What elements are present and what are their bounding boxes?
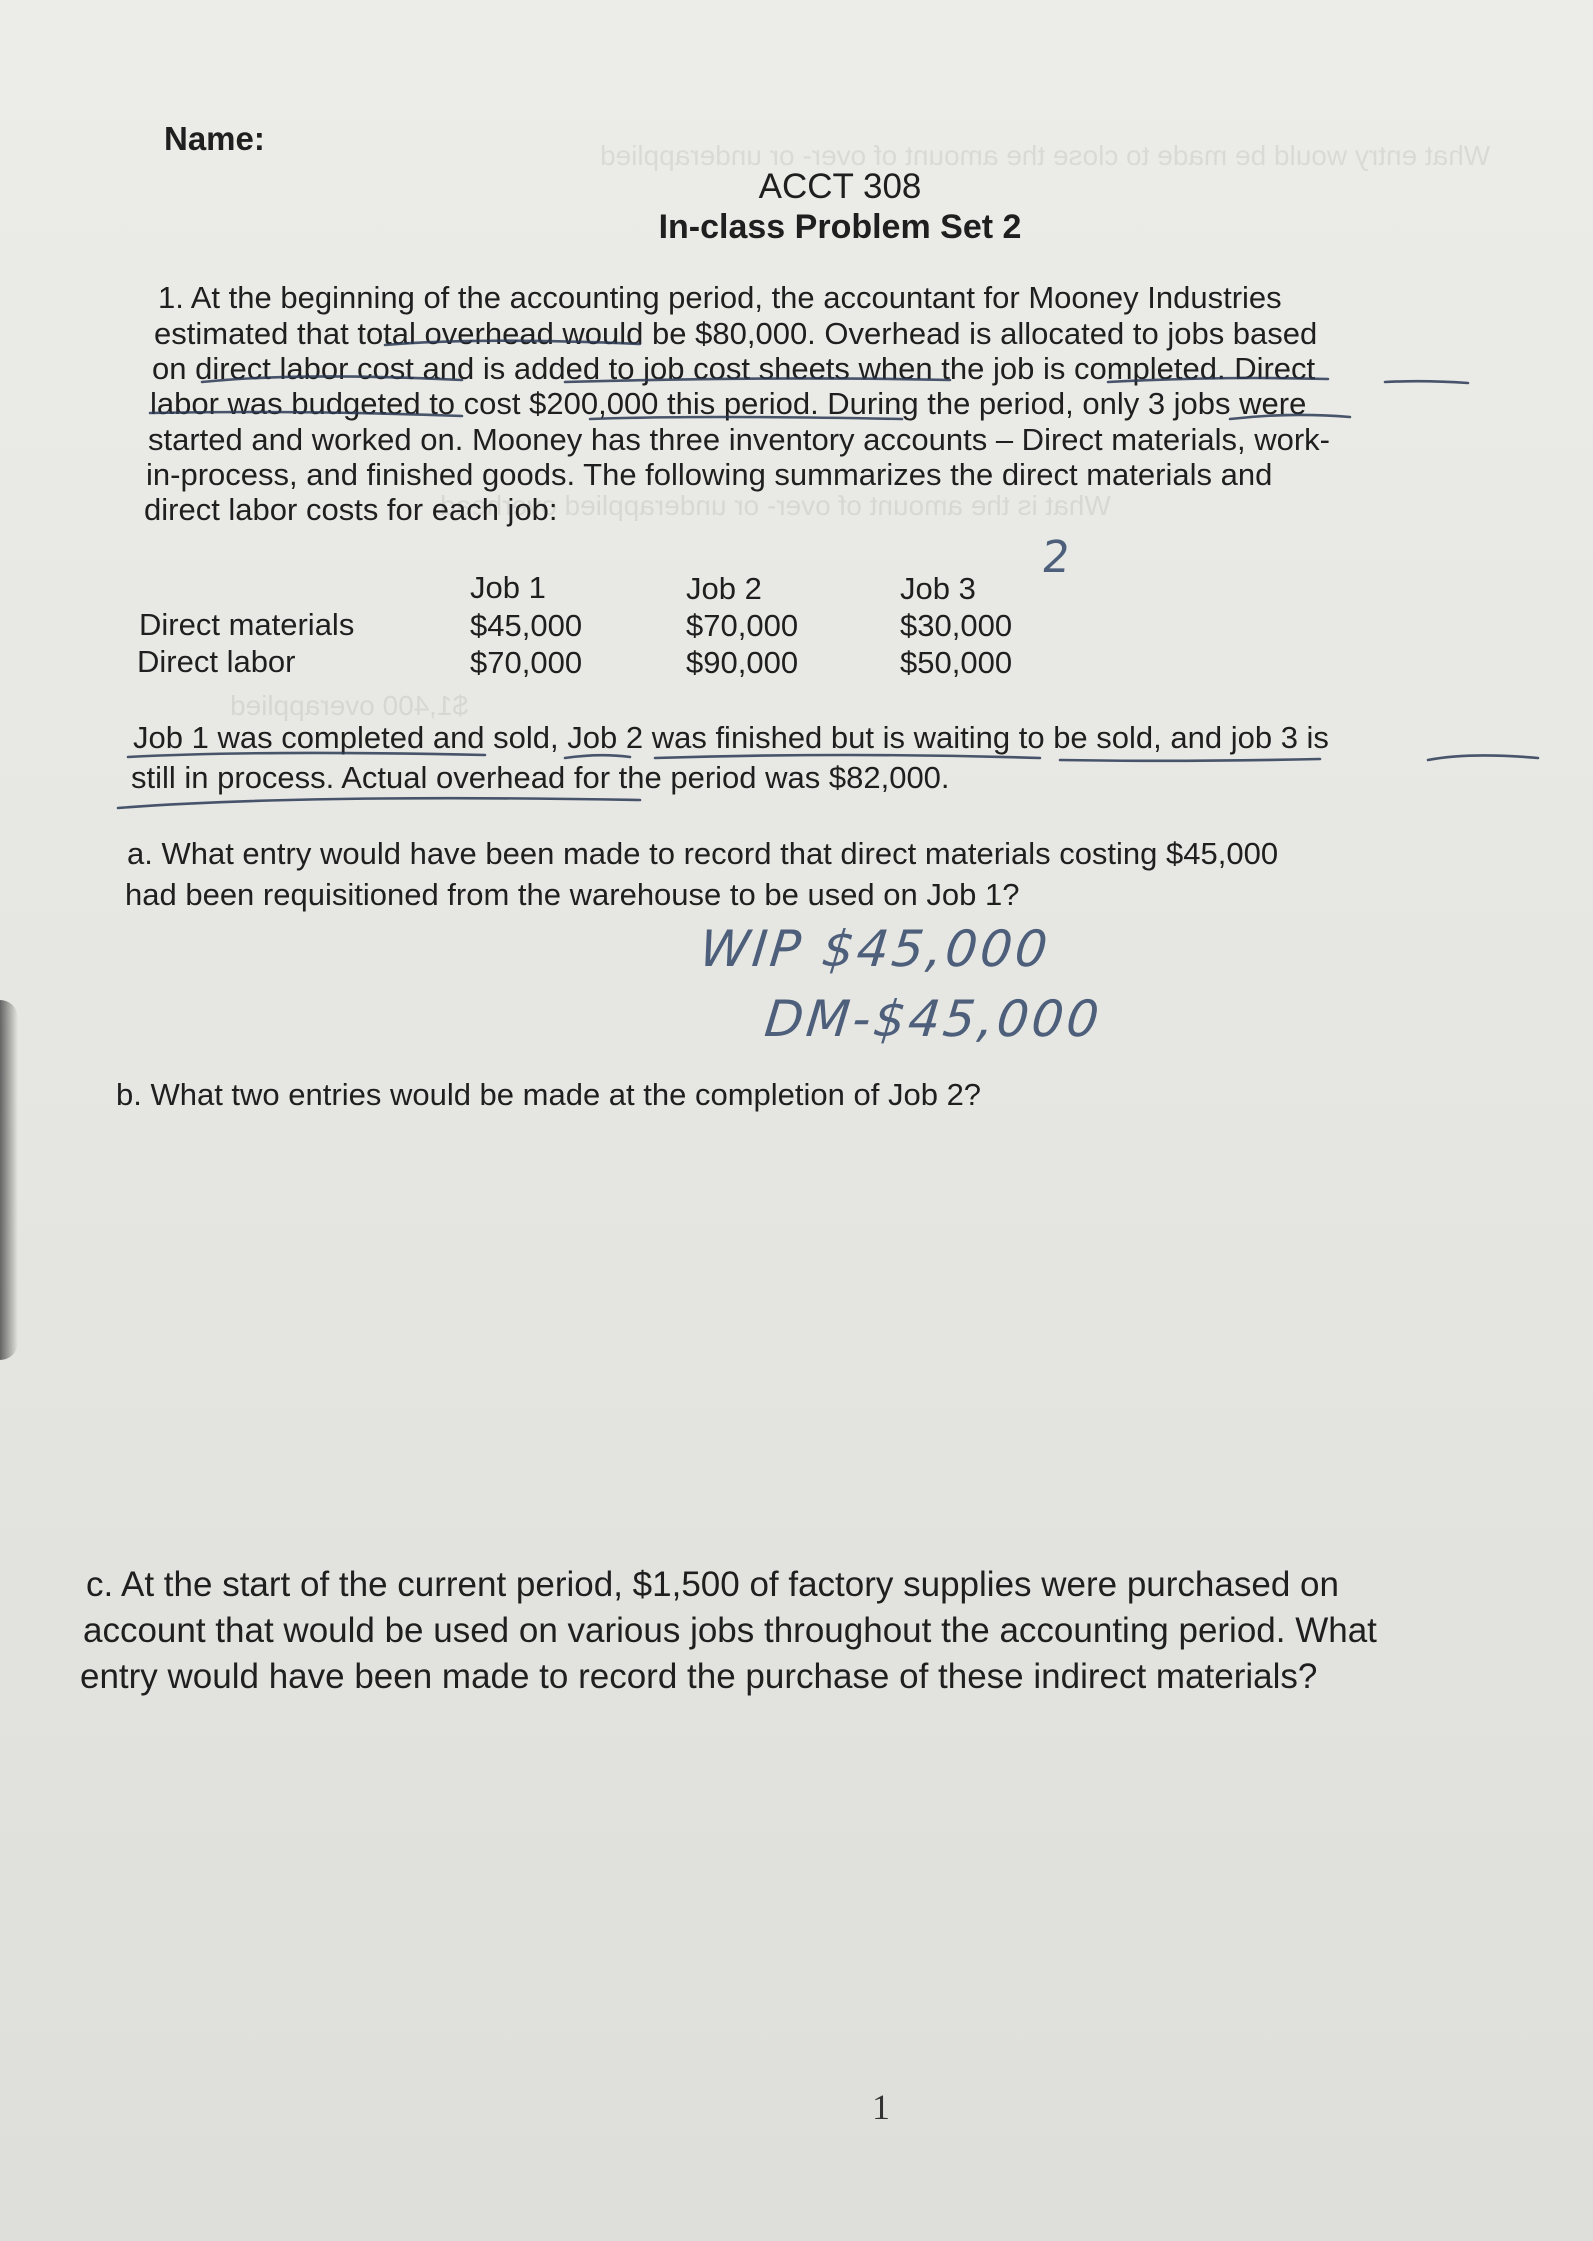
table-cell: $70,000: [470, 645, 583, 680]
name-label: Name:: [164, 120, 265, 157]
underline-direct-labor-cost: [202, 376, 462, 382]
job-status-line: still in process. Actual overhead for the period was $82,000.: [131, 760, 950, 795]
page-number: 1: [872, 2087, 890, 2127]
intro-line: started and worked on. Mooney has three inventory accounts – Direct materials, work-: [148, 422, 1330, 457]
question-b: b. What two entries would be made at the completion of Job 2?: [116, 1077, 982, 1112]
table-cell: $90,000: [686, 645, 799, 680]
intro-line: estimated that total overhead would be $80,000. Overhead is allocated to jobs based: [154, 316, 1318, 351]
table-row-label: Direct labor: [137, 644, 296, 679]
table-header-job3: Job 3: [900, 571, 976, 606]
underline-still-in-process: [118, 798, 640, 808]
question-a-line: had been requisitioned from the warehouse to be used on Job 1?: [125, 877, 1020, 912]
handwritten-answer-credit: DM-$45,000: [761, 990, 1105, 1048]
handwritten-answer-debit: WIP $45,000: [696, 920, 1054, 978]
underline-total-overhead: [385, 341, 640, 345]
table-header-job2: Job 2: [686, 571, 762, 606]
question-c-line: c. At the start of the current period, $1,500 of factory supplies were purchased on: [86, 1565, 1339, 1604]
table-cell: $30,000: [900, 608, 1013, 643]
intro-line: labor was budgeted to cost $200,000 this period. During the period, only 3 jobs were: [150, 386, 1307, 421]
strike-labor-budgeted: [150, 412, 462, 416]
underline-job3: [1428, 755, 1538, 760]
underline-job-completed: [1108, 378, 1328, 382]
underline-sold: [565, 755, 630, 758]
underline-job2-finished: [655, 755, 1040, 758]
underline-direct: [1385, 381, 1468, 383]
problem-set-title: In-class Problem Set 2: [658, 208, 1022, 246]
intro-line: on direct labor cost and is added to job cost sheets when the job is completed. Direct: [152, 351, 1316, 386]
table-cell: $45,000: [470, 608, 583, 643]
intro-line: 1. At the beginning of the accounting period, the accountant for Mooney Industries: [158, 280, 1282, 315]
course-title: ACCT 308: [758, 167, 922, 206]
bleed-through-text: What entry would be made to close the amount of over- or underapplied: [600, 140, 1491, 171]
intro-line: in-process, and finished goods. The following summarizes the direct materials and: [146, 457, 1273, 492]
question-c-line: entry would have been made to record the purchase of these indirect materials?: [80, 1657, 1318, 1696]
intro-line: direct labor costs for each job:: [144, 492, 558, 527]
bleed-through-text: What is the amount of over- or underapplied overhead: [440, 490, 1111, 521]
handwritten-margin-mark: 2: [1039, 532, 1076, 583]
table-cell: $70,000: [686, 608, 799, 643]
underline-job1-completed: [128, 753, 485, 757]
question-c-line: account that would be used on various jobs throughout the accounting period. What: [83, 1611, 1377, 1650]
underline-3-jobs: [1230, 415, 1350, 419]
underline-200000: [590, 417, 902, 419]
table-header-job1: Job 1: [470, 570, 546, 605]
table-cell: $50,000: [900, 645, 1013, 680]
underline-waiting: [1060, 759, 1320, 761]
bleed-through-text: $1,400 overapplied: [230, 690, 469, 721]
question-a-line: a. What entry would have been made to record that direct materials costing $45,000: [127, 836, 1279, 871]
job-status-line: Job 1 was completed and sold, Job 2 was finished but is waiting to be sold, and job 3 is: [133, 720, 1329, 755]
underline-added-to-job-cost: [565, 378, 950, 382]
table-row-label: Direct materials: [139, 607, 355, 642]
